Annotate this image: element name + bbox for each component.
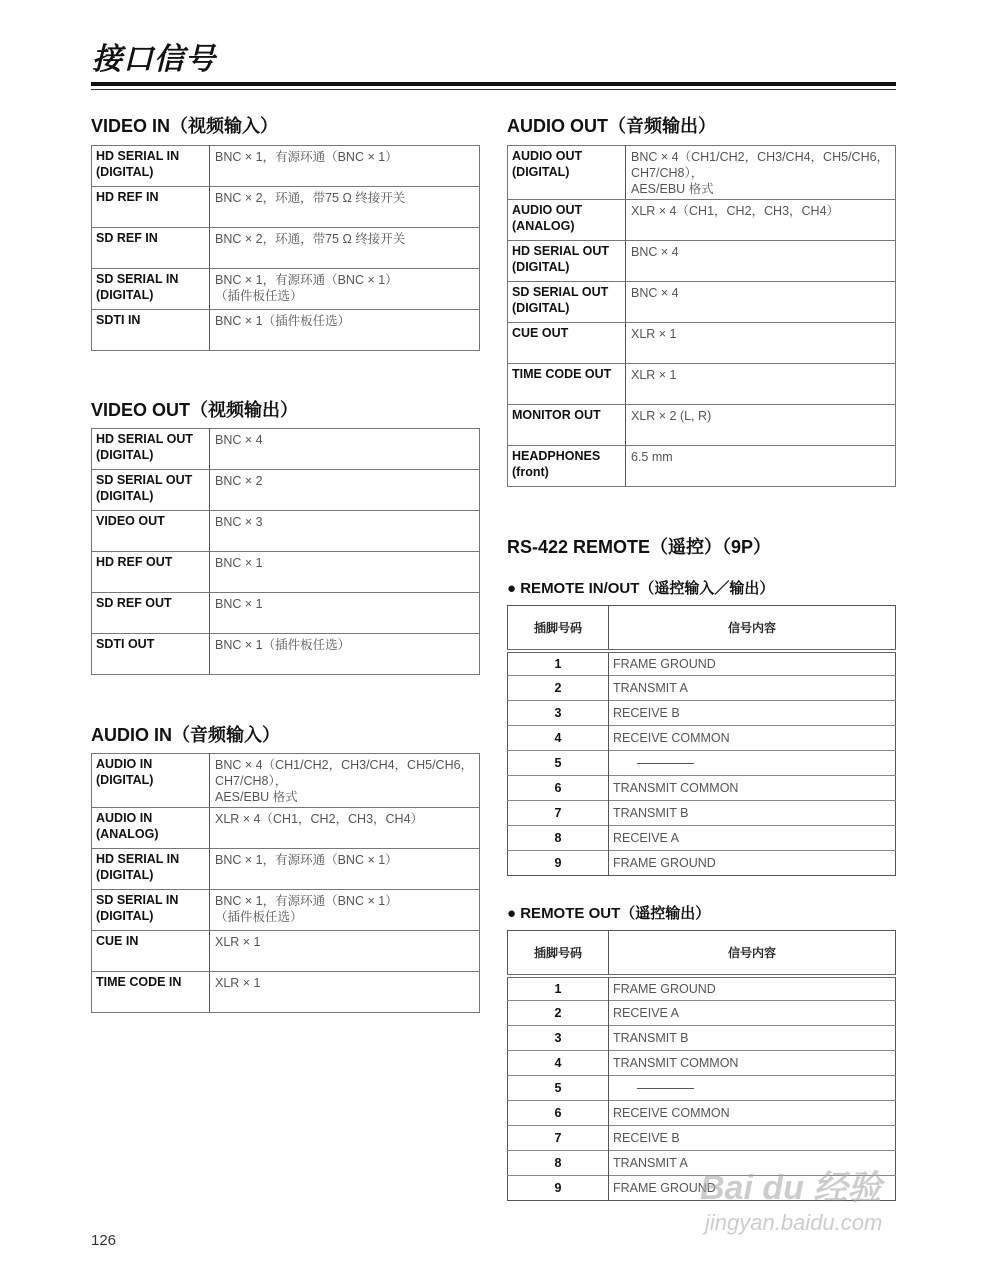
video-out-table [91, 428, 480, 675]
table-row [508, 651, 896, 676]
pin-number: 2 [508, 1001, 609, 1026]
pin-number: 1 [508, 976, 609, 1001]
signal-name: RECEIVE A [609, 826, 896, 851]
connector-spec: XLR × 1 [210, 931, 480, 972]
connector-spec: BNC × 1（插件板任选） [210, 310, 480, 351]
connector-name: TIME CODE OUT [508, 364, 626, 405]
connector-spec: 6.5 mm [626, 446, 896, 487]
table-row [508, 676, 896, 701]
video-in-table [91, 145, 480, 351]
signal-name: RECEIVE COMMON [609, 1101, 896, 1126]
connector-spec: BNC × 2，环通，带75 Ω 终接开关 [210, 228, 480, 269]
table-row [508, 1126, 896, 1151]
connector-name: HD SERIAL OUT (DIGITAL) [508, 241, 626, 282]
table-row [92, 931, 480, 972]
connector-spec: BNC × 1（插件板任选） [210, 634, 480, 675]
connector-name: SD REF IN [92, 228, 210, 269]
signal-name: RECEIVE A [609, 1001, 896, 1026]
baidu-watermark-logo: Bai du 经验 [700, 1169, 882, 1207]
connector-name: SD SERIAL IN (DIGITAL) [92, 890, 210, 931]
connector-name: CUE IN [92, 931, 210, 972]
connector-name: HD SERIAL OUT (DIGITAL) [92, 429, 210, 470]
table-row [508, 323, 896, 364]
table-row [92, 972, 480, 1013]
title-rule [91, 82, 896, 86]
table-row [508, 1076, 896, 1101]
connector-spec: BNC × 4（CH1/CH2，CH3/CH4，CH5/CH6， CH7/CH8）， AES/EBU 格式 [626, 146, 896, 200]
audio-out-table [507, 145, 896, 487]
no-signal-dash [637, 763, 694, 764]
table-row [508, 776, 896, 801]
signal-name: FRAME GROUND [609, 851, 896, 876]
pin-number: 3 [508, 701, 609, 726]
connector-spec: BNC × 3 [210, 511, 480, 552]
connector-name: SDTI OUT [92, 634, 210, 675]
connector-name: SD SERIAL OUT (DIGITAL) [508, 282, 626, 323]
connector-name: AUDIO IN (DIGITAL) [92, 754, 210, 808]
table-row [92, 754, 480, 808]
signal-name: RECEIVE B [609, 701, 896, 726]
table-row [92, 470, 480, 511]
connector-name: TIME CODE IN [92, 972, 210, 1013]
pin-number: 3 [508, 1026, 609, 1051]
table-row [508, 701, 896, 726]
table-row [92, 511, 480, 552]
table-row [508, 446, 896, 487]
table-row [92, 429, 480, 470]
table-row [508, 851, 896, 876]
table-row [508, 282, 896, 323]
table-row [508, 146, 896, 200]
connector-name: VIDEO OUT [92, 511, 210, 552]
page-title: 接口信号 [92, 43, 216, 76]
remote-inout-table [507, 605, 896, 876]
signal-name: TRANSMIT B [609, 801, 896, 826]
signal-name [609, 751, 896, 776]
connector-spec: BNC × 4（CH1/CH2，CH3/CH4，CH5/CH6， CH7/CH8）， AES/EBU 格式 [210, 754, 480, 808]
baidu-watermark-url: jingyan.baidu.com [705, 1210, 883, 1235]
audio-in-heading: AUDIO IN（音频输入） [91, 725, 280, 745]
connector-name: CUE OUT [508, 323, 626, 364]
pin-number: 5 [508, 1076, 609, 1101]
table-row [92, 808, 480, 849]
remote-inout-label: ● REMOTE IN/OUT（遥控输入／输出） [507, 580, 775, 597]
table-row [92, 310, 480, 351]
connector-name: AUDIO IN (ANALOG) [92, 808, 210, 849]
connector-spec: XLR × 1 [210, 972, 480, 1013]
pin-number: 1 [508, 651, 609, 676]
connector-spec: BNC × 4 [626, 282, 896, 323]
connector-name: HEADPHONES (front) [508, 446, 626, 487]
connector-spec: XLR × 4（CH1，CH2，CH3，CH4） [626, 200, 896, 241]
signal-name [609, 1076, 896, 1101]
pin-number: 4 [508, 726, 609, 751]
connector-spec: BNC × 1，有源环通（BNC × 1） （插件板任选） [210, 890, 480, 931]
table-row [92, 593, 480, 634]
pin-number: 6 [508, 776, 609, 801]
connector-name: SD SERIAL IN (DIGITAL) [92, 269, 210, 310]
connector-spec: BNC × 2，环通，带75 Ω 终接开关 [210, 187, 480, 228]
signal-name: FRAME GROUND [609, 651, 896, 676]
title-rule-thin [91, 89, 896, 90]
connector-name: MONITOR OUT [508, 405, 626, 446]
table-row [508, 1101, 896, 1126]
connector-spec: XLR × 2 (L, R) [626, 405, 896, 446]
table-row [508, 1026, 896, 1051]
connector-name: HD REF OUT [92, 552, 210, 593]
pin-number: 8 [508, 1151, 609, 1176]
pin-number: 5 [508, 751, 609, 776]
signal-name: TRANSMIT COMMON [609, 776, 896, 801]
table-row [92, 146, 480, 187]
signal-name: RECEIVE COMMON [609, 726, 896, 751]
table-row [508, 241, 896, 282]
connector-name: HD SERIAL IN (DIGITAL) [92, 849, 210, 890]
connector-spec: BNC × 4 [210, 429, 480, 470]
connector-name: HD SERIAL IN (DIGITAL) [92, 146, 210, 187]
table-row [508, 1001, 896, 1026]
connector-name: AUDIO OUT (DIGITAL) [508, 146, 626, 200]
pin-number: 8 [508, 826, 609, 851]
connector-spec: XLR × 4（CH1，CH2，CH3，CH4） [210, 808, 480, 849]
table-row [508, 364, 896, 405]
table-row [508, 1051, 896, 1076]
connector-spec: BNC × 4 [626, 241, 896, 282]
table-row [508, 826, 896, 851]
table-row [508, 976, 896, 1001]
table-row [508, 405, 896, 446]
table-row [92, 890, 480, 931]
pin-number: 9 [508, 851, 609, 876]
pin-number: 2 [508, 676, 609, 701]
signal-name: FRAME GROUND [609, 1176, 896, 1201]
no-signal-dash [637, 1088, 694, 1089]
pin-number-header: 插脚号码 [508, 606, 609, 651]
table-row [92, 634, 480, 675]
connector-spec: BNC × 2 [210, 470, 480, 511]
pin-number: 9 [508, 1176, 609, 1201]
connector-spec: BNC × 1，有源环通（BNC × 1） （插件板任选） [210, 269, 480, 310]
connector-spec: XLR × 1 [626, 364, 896, 405]
table-row [92, 849, 480, 890]
audio-out-heading: AUDIO OUT（音频输出） [507, 116, 716, 136]
signal-name: TRANSMIT B [609, 1026, 896, 1051]
table-row [508, 751, 896, 776]
audio-in-table [91, 753, 480, 1013]
connector-name: AUDIO OUT (ANALOG) [508, 200, 626, 241]
table-row [92, 552, 480, 593]
connector-name: HD REF IN [92, 187, 210, 228]
table-row [92, 187, 480, 228]
signal-header: 信号内容 [609, 931, 896, 976]
remote-out-label: ● REMOTE OUT（遥控输出） [507, 905, 711, 922]
connector-spec: BNC × 1，有源环通（BNC × 1） [210, 849, 480, 890]
pin-number: 6 [508, 1101, 609, 1126]
rs422-heading: RS-422 REMOTE（遥控）（9P） [507, 537, 772, 557]
pin-number: 7 [508, 1126, 609, 1151]
signal-name: TRANSMIT A [609, 676, 896, 701]
table-row [92, 228, 480, 269]
video-in-heading: VIDEO IN（视频输入） [91, 116, 279, 136]
signal-name: FRAME GROUND [609, 976, 896, 1001]
signal-name: TRANSMIT COMMON [609, 1051, 896, 1076]
pin-number: 7 [508, 801, 609, 826]
signal-name: TRANSMIT A [609, 1151, 896, 1176]
signal-header: 信号内容 [609, 606, 896, 651]
pin-number-header: 插脚号码 [508, 931, 609, 976]
table-row [92, 269, 480, 310]
connector-spec: BNC × 1，有源环通（BNC × 1） [210, 146, 480, 187]
video-out-heading: VIDEO OUT（视频输出） [91, 400, 299, 420]
table-row [508, 726, 896, 751]
connector-spec: BNC × 1 [210, 593, 480, 634]
table-row [508, 801, 896, 826]
pin-number: 4 [508, 1051, 609, 1076]
connector-name: SD SERIAL OUT (DIGITAL) [92, 470, 210, 511]
connector-spec: XLR × 1 [626, 323, 896, 364]
table-row [508, 200, 896, 241]
connector-spec: BNC × 1 [210, 552, 480, 593]
connector-name: SDTI IN [92, 310, 210, 351]
signal-name: RECEIVE B [609, 1126, 896, 1151]
page-number: 126 [91, 1232, 117, 1249]
connector-name: SD REF OUT [92, 593, 210, 634]
